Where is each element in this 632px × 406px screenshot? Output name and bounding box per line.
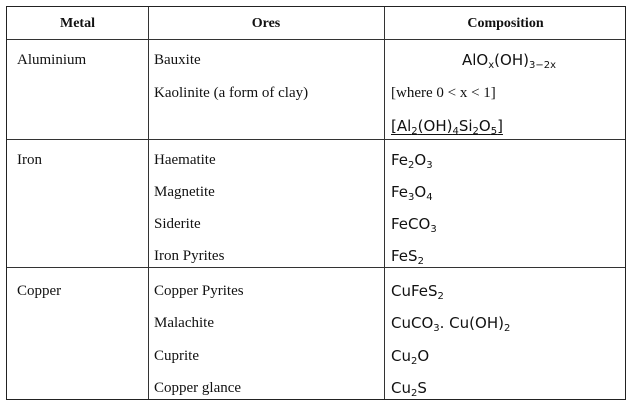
header-divider: [7, 39, 625, 40]
composition-haematite: $Fe_2O_3$: [391, 151, 433, 171]
header-composition: Composition: [467, 16, 544, 31]
composition-cuprite: $Cu_2O$: [391, 347, 430, 367]
ore-cuprite: Cuprite: [154, 348, 199, 364]
composition-kaolinite-note: [where 0 < x < 1]: [391, 85, 496, 101]
ore-copper-pyrites: Copper Pyrites: [154, 283, 244, 299]
header-metal: Metal: [60, 16, 95, 31]
composition-kaolinite: $[Al_2(OH)_4Si_2O_5]$: [391, 117, 503, 137]
group-divider-aluminium-iron: [7, 139, 625, 140]
ore-siderite: Siderite: [154, 216, 201, 232]
composition-iron-pyrites: FeS$_2$: [391, 247, 424, 267]
metal-aluminium: Aluminium: [17, 52, 87, 68]
column-divider-metal-ores: [148, 7, 149, 399]
metal-copper: Copper: [17, 283, 62, 299]
composition-malachite: CuCO$_3$. $Cu(OH)_2$: [391, 314, 511, 334]
ore-bauxite: Bauxite: [154, 52, 201, 68]
ore-haematite: Haematite: [154, 152, 216, 168]
ore-copper-glance: Copper glance: [154, 380, 242, 396]
group-divider-iron-copper: [7, 267, 625, 268]
composition-copper-pyrites: CuFeS$_2$: [391, 282, 444, 302]
ore-iron-pyrites: Iron Pyrites: [154, 248, 225, 264]
header-ores: Ores: [251, 16, 281, 31]
ore-magnetite: Magnetite: [154, 184, 215, 200]
composition-bauxite: $AlO_x(OH)_{3-2x}$: [462, 51, 556, 71]
composition-magnetite: $Fe_3O_4$: [391, 183, 433, 203]
ore-malachite: Malachite: [154, 315, 214, 331]
column-divider-ores-composition: [384, 7, 385, 399]
ores-table: [6, 6, 626, 400]
composition-copper-glance: $Cu_2S$: [391, 379, 427, 399]
composition-siderite: FeCO$_3$: [391, 215, 437, 235]
ore-kaolinite: Kaolinite (a form of clay): [154, 85, 309, 101]
metal-iron: Iron: [17, 152, 42, 168]
